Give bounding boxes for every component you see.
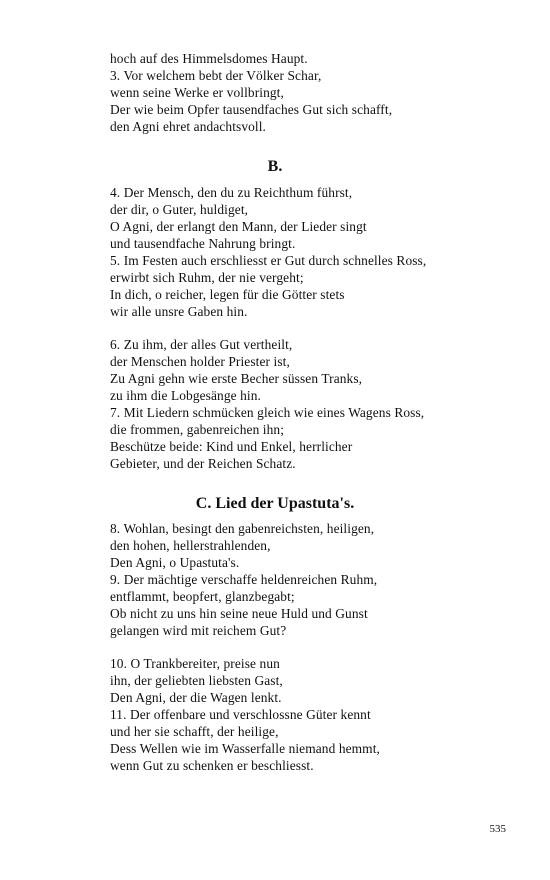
verse-line: hoch auf des Himmelsdomes Haupt. <box>110 51 308 66</box>
verse-line: Dess Wellen wie im Wasserfalle niemand hemmt, <box>110 741 380 756</box>
section-heading-b: B. <box>267 158 283 175</box>
verse-line: wenn Gut zu schenken er beschliesst. <box>110 758 314 773</box>
verse-line: wenn seine Werke er vollbringt, <box>110 85 284 100</box>
verse-line: 3. Vor welchem bebt der Völker Schar, <box>110 68 322 83</box>
verse-line: wir alle unsre Gaben hin. <box>110 304 248 319</box>
verse-line: der Menschen holder Priester ist, <box>110 354 290 369</box>
verse-line: In dich, o reicher, legen für die Götter stets <box>110 287 345 302</box>
verse-block-b2 <box>110 336 490 472</box>
verse-line: 4. Der Mensch, den du zu Reichthum führst, <box>110 185 353 200</box>
page-number: 535 <box>489 823 506 835</box>
verse-line: den hohen, hellerstrahlenden, <box>110 538 271 553</box>
verse-block-c1 <box>110 520 490 639</box>
verse-line: Gebieter, und der Reichen Schatz. <box>110 456 296 471</box>
section-heading-c: C. Lied der Upastuta's. <box>195 495 355 512</box>
verse-block-c2 <box>110 655 490 774</box>
verse-line: O Agni, der erlangt den Mann, der Lieder singt <box>110 219 367 234</box>
verse-line: Ob nicht zu uns hin seine neue Huld und Gunst <box>110 606 368 621</box>
verse-line: 6. Zu ihm, der alles Gut vertheilt, <box>110 337 293 352</box>
verse-line: und her sie schafft, der heilige, <box>110 724 279 739</box>
verse-line: 10. O Trankbereiter, preise nun <box>110 656 280 671</box>
verse-line: entflammt, beopfert, glanzbegabt; <box>110 589 295 604</box>
verse-line: Der wie beim Opfer tausendfaches Gut sich schafft, <box>110 102 393 117</box>
verse-line: zu ihm die Lobgesänge hin. <box>110 388 261 403</box>
verse-line: Zu Agni gehn wie erste Becher süssen Tranks, <box>110 371 363 386</box>
verse-line: 9. Der mächtige verschaffe heldenreichen Ruhm, <box>110 572 378 587</box>
intro-verse-block <box>110 50 490 135</box>
verse-line: 8. Wohlan, besingt den gabenreichsten, heiligen, <box>110 521 375 536</box>
verse-line: den Agni ehret andachtsvoll. <box>110 119 267 134</box>
verse-line: ihn, der geliebten liebsten Gast, <box>110 673 283 688</box>
verse-line: die frommen, gabenreichen ihn; <box>110 422 285 437</box>
verse-block-b1 <box>110 184 490 320</box>
verse-line: 5. Im Festen auch erschliesst er Gut durch schnelles Ross, <box>110 253 427 268</box>
verse-line: Den Agni, der die Wagen lenkt. <box>110 690 282 705</box>
verse-line: und tausendfache Nahrung bringt. <box>110 236 296 251</box>
verse-line: gelangen wird mit reichem Gut? <box>110 623 287 638</box>
verse-line: erwirbt sich Ruhm, der nie vergeht; <box>110 270 304 285</box>
verse-line: Beschütze beide: Kind und Enkel, herrlicher <box>110 439 353 454</box>
verse-line: Den Agni, o Upastuta's. <box>110 555 240 570</box>
verse-line: 7. Mit Liedern schmücken gleich wie eines Wagens Ross, <box>110 405 425 420</box>
verse-line: 11. Der offenbare und verschlossne Güter kennt <box>110 707 371 722</box>
verse-line: der dir, o Guter, huldiget, <box>110 202 249 217</box>
